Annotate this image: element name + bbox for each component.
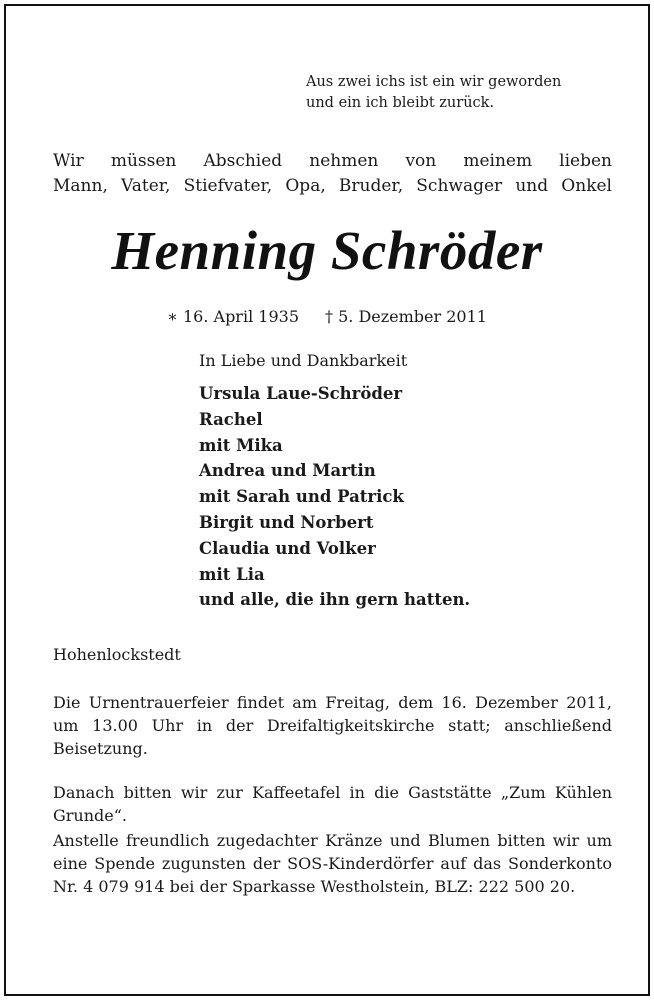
mourner-name: Ursula Laue-Schröder [199,384,403,403]
coffee-paragraph: Danach bitten wir zur Kaffeetafel in die Gaststätte „Zum Kühlen Grunde“. [53,783,612,825]
place-name: Hohenlockstedt [53,645,181,664]
motto-line: Aus zwei ichs ist ein wir geworden [306,74,562,90]
motto-line: und ein ich bleibt zurück. [306,95,495,111]
donation-paragraph: Anstelle freundlich zugedachter Kränze und Blumen bitten wir um eine Spende zugunsten der SOS-Kinderdörfer auf das Sonderkonto Nr. 4 079 914 bei der Sparkasse Westholstein, BLZ: 222 500 20. [53,831,612,896]
motto-verse [306,72,561,114]
mourner-name: mit Lia [199,564,265,584]
mourners-list [199,381,470,613]
intro-line: Mann, Vater, Stiefvater, Opa, Bruder, Schwager und Onkel [53,176,612,196]
intro-line: Wir müssen Abschied nehmen von meinem lieben [53,151,612,171]
life-dates [6,305,648,329]
death-date: † 5. Dezember 2011 [325,307,487,326]
deceased-name: Henning Schröder [111,220,543,281]
mourner-name: und alle, die ihn gern hatten. [199,590,471,610]
mourner-name: mit Mika [199,435,283,455]
mourner-name: Birgit und Norbert [199,512,374,532]
intro-text [53,149,612,199]
birth-date: ∗ 16. April 1935 [167,307,299,326]
mourner-name: Claudia und Volker [199,538,376,558]
ceremony-paragraph: Die Urnentrauerfeier findet am Freitag, dem 16. Dezember 2011, um 13.00 Uhr in der Dreifaltigkeitskirche statt; anschließend Beisetzung. [53,693,612,758]
mourner-name: Andrea und Martin [199,461,376,481]
mourner-name: mit Sarah und Patrick [199,487,404,507]
dedication-line: In Liebe und Dankbarkeit [199,351,408,370]
obituary-notice [4,4,650,996]
mourner-name: Rachel [199,409,263,429]
